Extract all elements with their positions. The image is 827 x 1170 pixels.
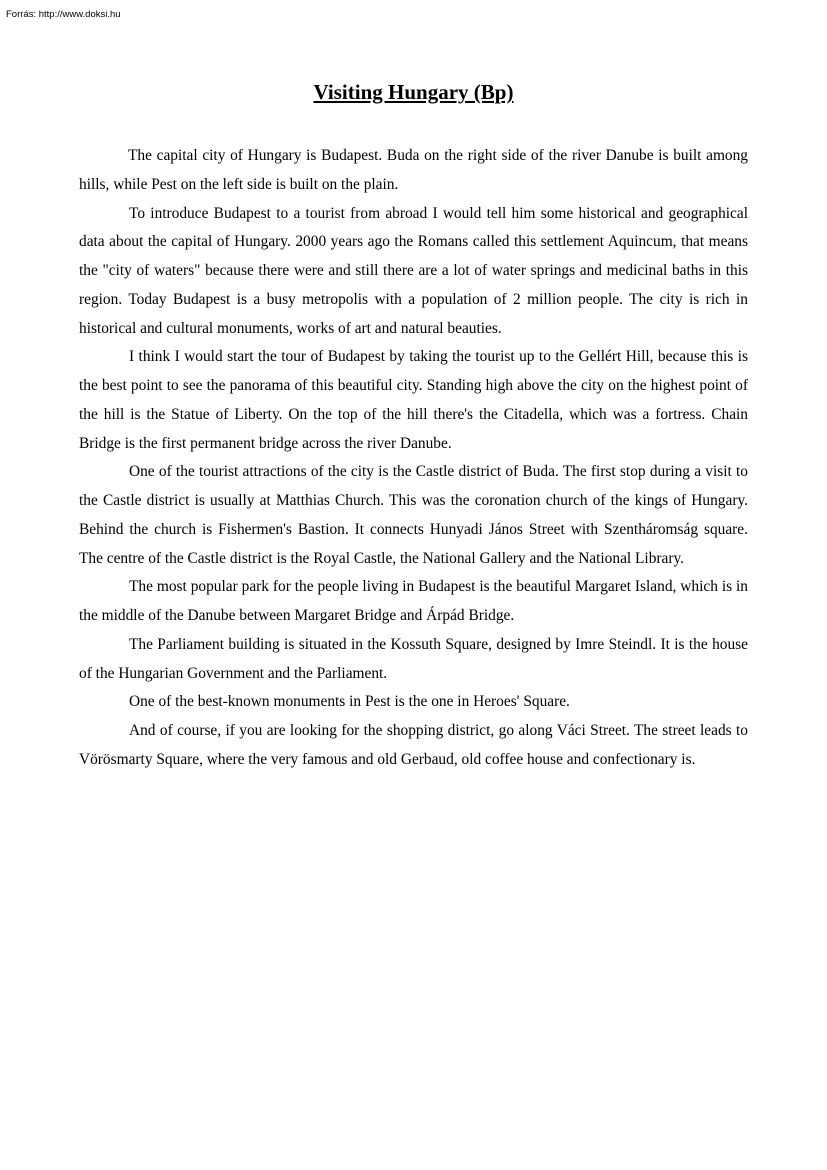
- paragraph-history: To introduce Budapest to a tourist from abroad I would tell him some historical and geographical data about the capital of Hungary. 2000 years ago the Romans called this settlement Aquincum, that means the "city of waters" because there were and still there are a lot of water springs and medicinal baths in this region. Today Budapest is a busy metropolis with a population of 2 million people. The city is rich in historical and cultural monuments, works of art and natural beauties.: [79, 204, 748, 337]
- paragraph-intro: The capital city of Hungary is Budapest. Buda on the right side of the river Danube is built among hills, while Pest on the left side is built on the plain.: [79, 147, 748, 193]
- paragraph-parliament: The Parliament building is situated in the Kossuth Square, designed by Imre Steindl. It is the house of the Hungarian Government and the Parliament.: [79, 635, 748, 682]
- paragraph-castle-district: One of the tourist attractions of the city is the Castle district of Buda. The first stop during a visit to the Castle district is usually at Matthias Church. This was the coronation church of the kings of Hungary. Behind the church is Fishermen's Bastion. It connects Hunyadi János Street with Szentháromság square. The centre of the Castle district is the Royal Castle, the National Gallery and the National Library.: [79, 463, 748, 567]
- paragraph-heroes-square: One of the best-known monuments in Pest is the one in Heroes' Square.: [129, 693, 570, 711]
- paragraph-gellert-hill: I think I would start the tour of Budapest by taking the tourist up to the Gellért Hill, because this is the best point to see the panorama of this beautiful city. Standing high above the city on the highest point of the hill is the Statue of Liberty. On the top of the hill there's the Citadella, which was a fortress. Chain Bridge is the first permanent bridge across the river Danube.: [79, 348, 748, 452]
- paragraph-margaret-island: The most popular park for the people living in Budapest is the beautiful Margaret Island, which is in the middle of the Danube between Margaret Bridge and Árpád Bridge.: [79, 578, 748, 624]
- source-label: Forrás: http://www.doksi.hu: [6, 9, 121, 20]
- document-body: [79, 142, 748, 775]
- paragraph-vaci-street: And of course, if you are looking for the shopping district, go along Váci Street. The street leads to Vörösmarty Square, where the very famous and old Gerbaud, old coffee house and confectionary is.: [79, 722, 748, 768]
- page-title: Visiting Hungary (Bp): [313, 80, 514, 104]
